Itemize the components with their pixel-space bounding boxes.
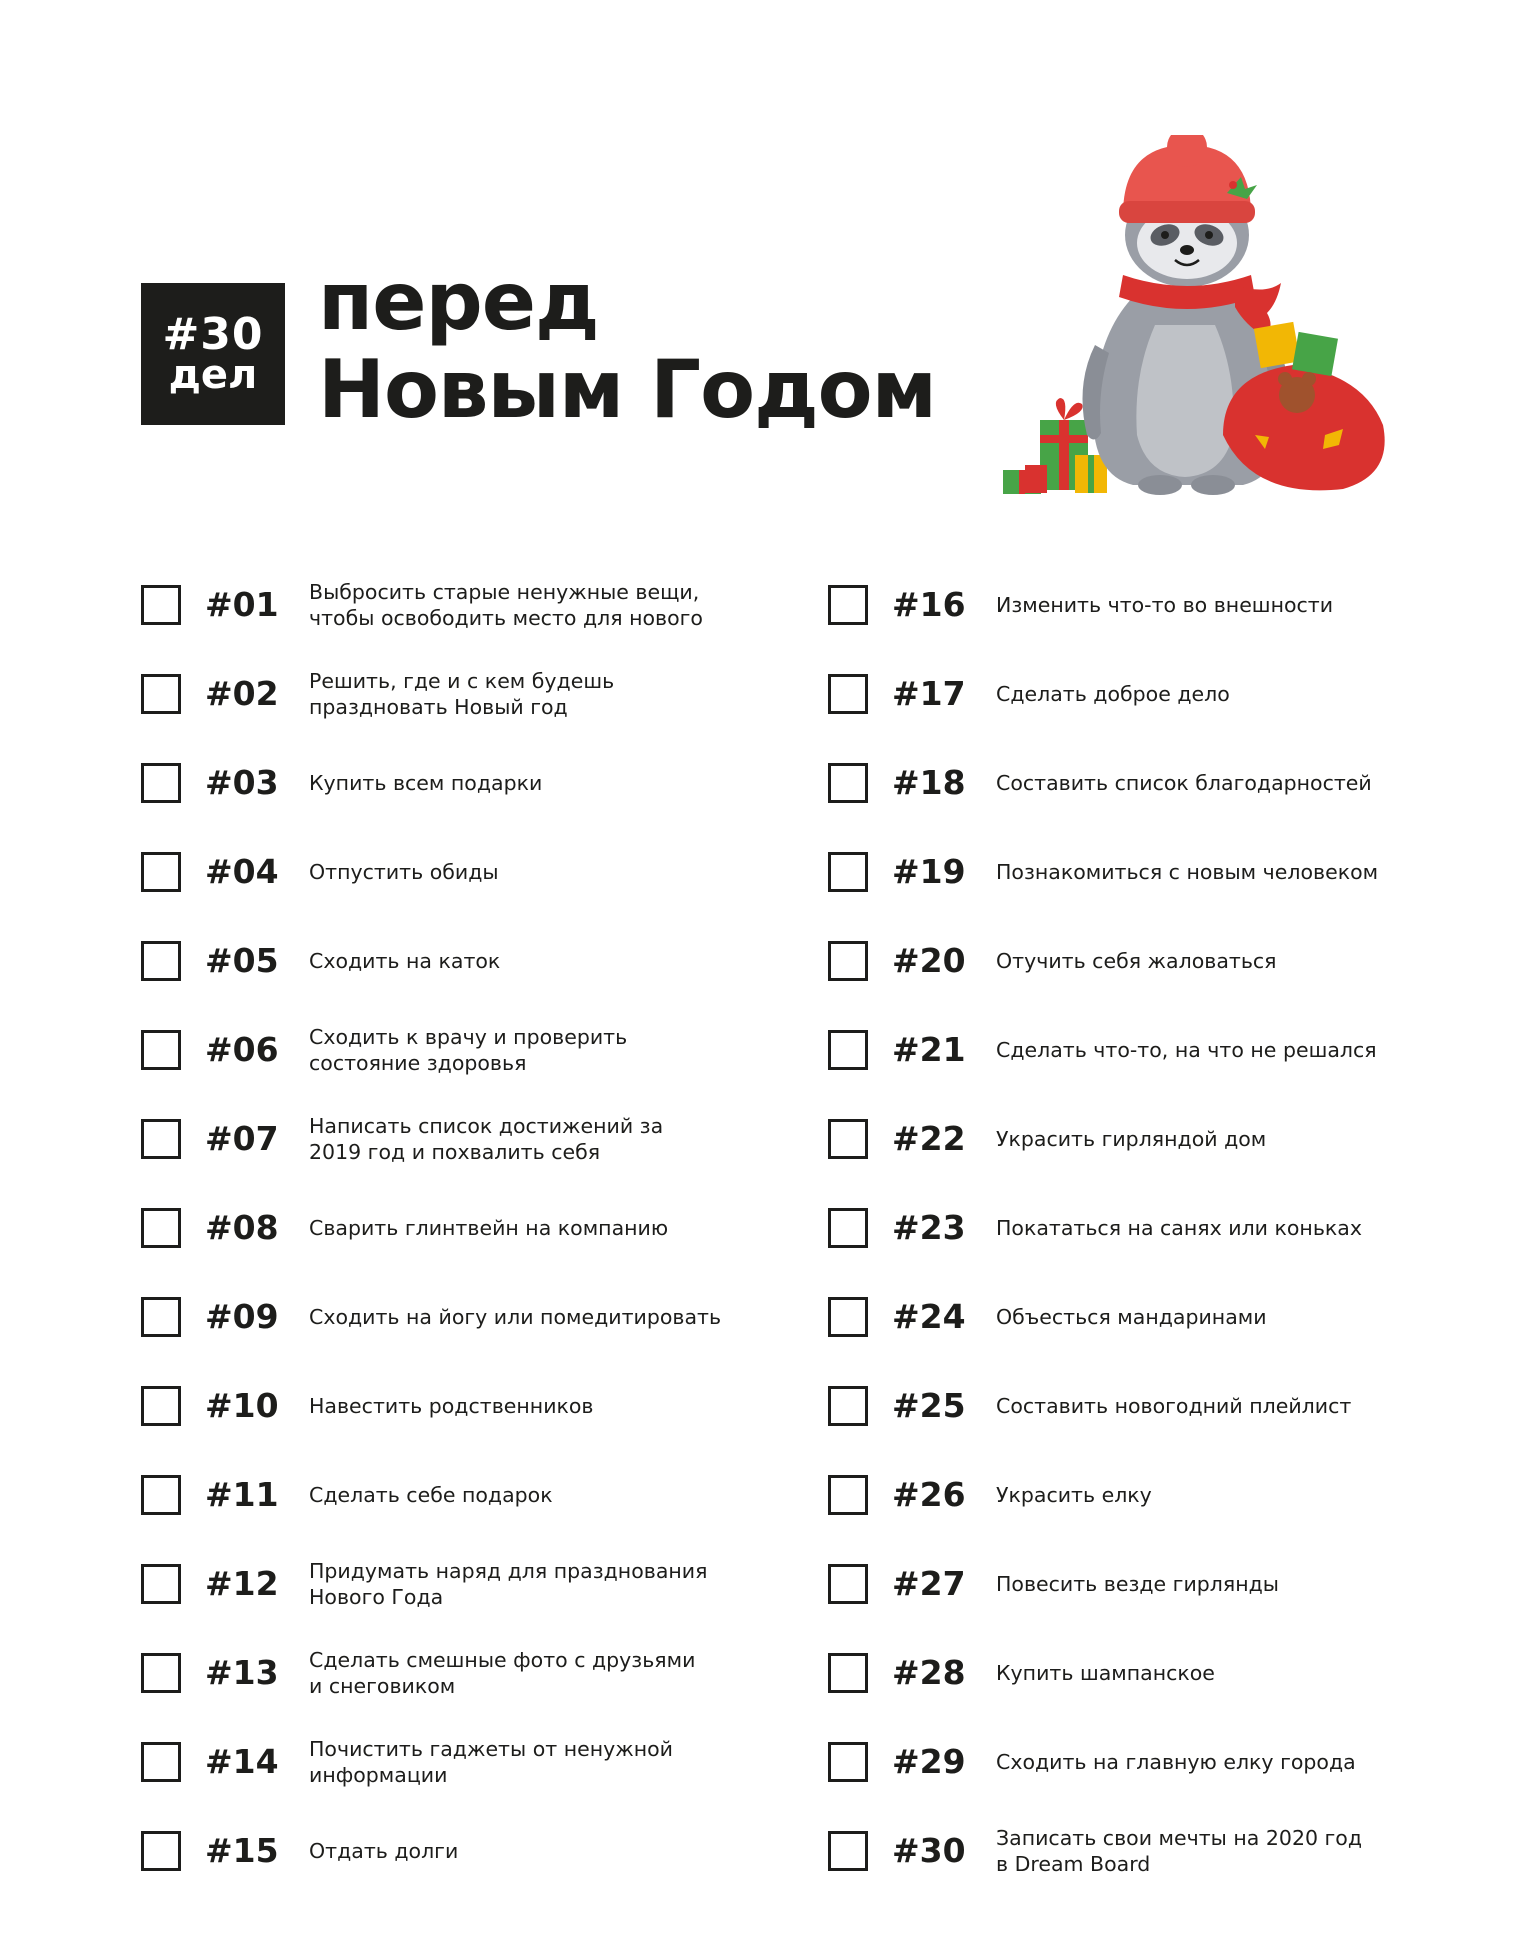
item-number: #15 [205,1831,279,1870]
item-number: #18 [892,763,966,802]
checkbox[interactable] [141,1653,181,1693]
item-number: #19 [892,852,966,891]
item-text: Сделать доброе дело [996,681,1230,706]
item-number: #08 [205,1208,279,1247]
item-text: Отпустить обиды [309,859,499,884]
title-line-2: Новым Годом [318,343,937,436]
checkbox[interactable] [141,1208,181,1248]
checkbox[interactable] [828,1119,868,1159]
checklist-column-right [828,560,1508,1895]
checklist-item [828,1450,1508,1539]
checkbox[interactable] [828,1386,868,1426]
item-text: Украсить елку [996,1482,1152,1507]
item-text: Сделать смешные фото с друзьями и снеговиком [309,1647,696,1698]
item-number: #20 [892,941,966,980]
checklist-item [141,649,821,738]
checklist-item [141,1361,821,1450]
checklist-item [141,738,821,827]
item-number: #05 [205,941,279,980]
checkbox[interactable] [828,763,868,803]
item-number: #10 [205,1386,279,1425]
item-text: Сходить на каток [309,948,501,973]
item-text: Выбросить старые ненужные вещи, чтобы освободить место для нового [309,579,703,630]
badge-word: дел [168,352,258,398]
checklist-item [828,827,1508,916]
item-text: Решить, где и с кем будешь праздновать Новый год [309,668,615,719]
item-text: Составить список благодарностей [996,770,1372,795]
item-number: #02 [205,674,279,713]
item-number: #22 [892,1119,966,1158]
checkbox[interactable] [828,1564,868,1604]
item-number: #29 [892,1742,966,1781]
checklist-item [828,1806,1508,1895]
item-text: Сварить глинтвейн на компанию [309,1215,669,1240]
item-number: #30 [892,1831,966,1870]
checkbox[interactable] [141,1119,181,1159]
checklist-item [141,1717,821,1806]
checkbox[interactable] [141,1475,181,1515]
checklist-column-left [141,560,821,1895]
checklist-item [141,1539,821,1628]
checklist-item [141,916,821,1005]
item-number: #11 [205,1475,279,1514]
item-number: #16 [892,585,966,624]
checklist-item [141,1094,821,1183]
item-number: #17 [892,674,966,713]
item-number: #26 [892,1475,966,1514]
sloth-santa-icon [995,135,1415,510]
item-number: #23 [892,1208,966,1247]
item-text: Познакомиться с новым человеком [996,859,1379,884]
item-text: Купить шампанское [996,1660,1215,1685]
checklist-item [141,1628,821,1717]
checklist-item [828,1361,1508,1450]
checkbox[interactable] [828,852,868,892]
item-text: Почистить гаджеты от ненужной информации [309,1736,673,1787]
item-number: #03 [205,763,279,802]
checklist-item [828,560,1508,649]
checkbox[interactable] [828,1030,868,1070]
checkbox[interactable] [828,1475,868,1515]
checkbox[interactable] [141,1831,181,1871]
checklist-item [141,1183,821,1272]
checklist-item [828,1005,1508,1094]
item-text: Сделать себе подарок [309,1482,553,1507]
item-text: Составить новогодний плейлист [996,1393,1352,1418]
checklist-item [828,738,1508,827]
badge-number: #30 [162,309,264,360]
checklist-item [141,1806,821,1895]
item-text: Изменить что-то во внешности [996,592,1334,617]
checkbox[interactable] [828,1208,868,1248]
item-text: Повесить везде гирлянды [996,1571,1279,1596]
item-number: #27 [892,1564,966,1603]
checklist-item [141,1272,821,1361]
item-text: Купить всем подарки [309,770,543,795]
checkbox[interactable] [141,941,181,981]
checkbox[interactable] [828,1742,868,1782]
checkbox[interactable] [141,1297,181,1337]
item-text: Покататься на санях или коньках [996,1215,1362,1240]
checkbox[interactable] [828,1653,868,1693]
checkbox[interactable] [828,1297,868,1337]
checklist-item [828,1539,1508,1628]
item-text: Сделать что-то, на что не решался [996,1037,1377,1062]
item-number: #13 [205,1653,279,1692]
item-text: Отдать долги [309,1838,459,1863]
checkbox[interactable] [141,1386,181,1426]
item-number: #01 [205,585,279,624]
item-text: Отучить себя жаловаться [996,948,1277,973]
checklist-item [828,1628,1508,1717]
hat-icon [1119,135,1257,223]
checkbox[interactable] [141,1742,181,1782]
checklist-item [828,1094,1508,1183]
item-number: #06 [205,1030,279,1069]
checkbox[interactable] [828,674,868,714]
checklist-item [141,827,821,916]
item-number: #09 [205,1297,279,1336]
checklist-item [828,1183,1508,1272]
item-text: Сходить на главную елку города [996,1749,1356,1774]
checklist-item [828,649,1508,738]
title-line-1: перед [318,255,599,348]
item-number: #24 [892,1297,966,1336]
checkbox[interactable] [141,674,181,714]
checkbox[interactable] [828,941,868,981]
item-number: #14 [205,1742,279,1781]
checkbox[interactable] [141,763,181,803]
checkbox[interactable] [141,1564,181,1604]
checkbox[interactable] [828,585,868,625]
item-text: Объесться мандаринами [996,1304,1267,1329]
item-number: #25 [892,1386,966,1425]
item-text: Придумать наряд для празднования Нового Года [309,1558,708,1609]
checkbox[interactable] [141,1030,181,1070]
checkbox[interactable] [828,1831,868,1871]
item-number: #04 [205,852,279,891]
checklist-item [828,1272,1508,1361]
badge-30-del [141,283,285,425]
checklist-item [141,560,821,649]
checklist-item [141,1450,821,1539]
item-text: Навестить родственников [309,1393,594,1418]
item-text: Сходить на йогу или помедитировать [309,1304,722,1329]
item-number: #28 [892,1653,966,1692]
item-text: Украсить гирляндой дом [996,1126,1267,1151]
item-number: #07 [205,1119,279,1158]
checklist-item [828,1717,1508,1806]
item-text: Сходить к врачу и проверить состояние здоровья [309,1024,628,1075]
item-number: #21 [892,1030,966,1069]
checklist-item [141,1005,821,1094]
item-text: Записать свои мечты на 2020 год в Dream Board [996,1825,1363,1876]
checkbox[interactable] [141,585,181,625]
item-text: Написать список достижений за 2019 год и похвалить себя [309,1113,664,1164]
checklist-item [828,916,1508,1005]
item-number: #12 [205,1564,279,1603]
checkbox[interactable] [141,852,181,892]
page-title [318,255,937,436]
